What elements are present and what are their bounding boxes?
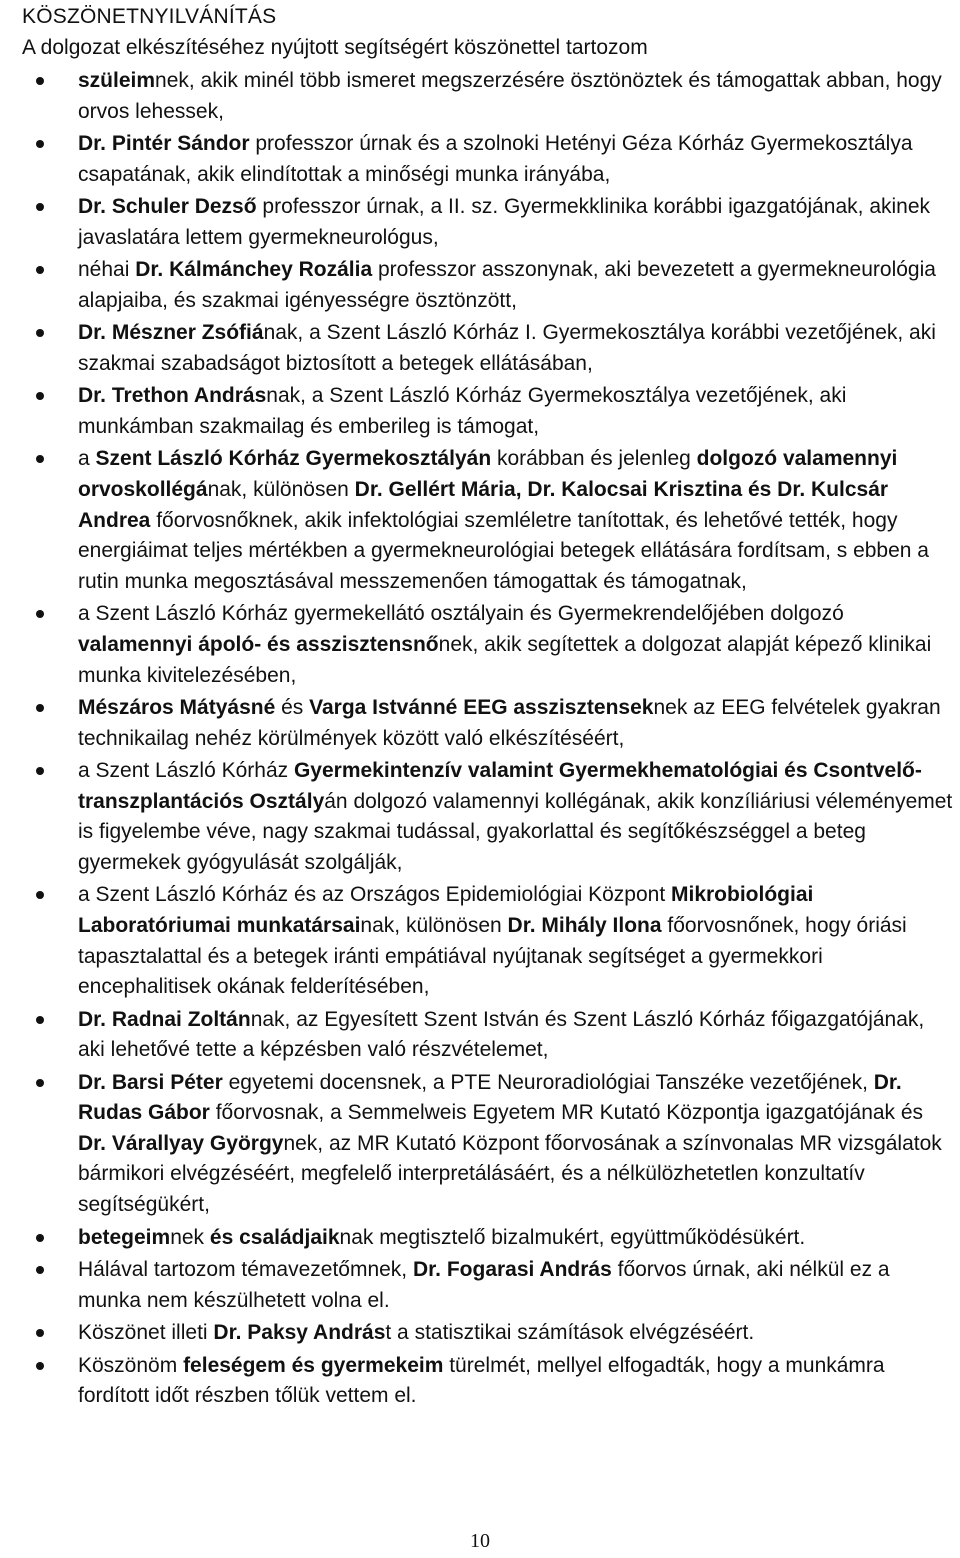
bold-text: Varga Istvánné EEG asszisztensek	[309, 696, 654, 719]
bullet-icon	[36, 1362, 44, 1370]
bold-text: betegeim	[78, 1225, 171, 1249]
item-text: a	[78, 447, 96, 471]
bold-text: és családjaik	[209, 1225, 340, 1249]
item-text: professzor úrnak és a szolnoki Hetényi Géza Kórház Gyermekosztálya csapatának, akik elindítottak a minőségi munka irányába,	[78, 132, 913, 186]
list-item	[22, 1005, 954, 1066]
item-text: Köszönöm	[78, 1353, 184, 1377]
item-text: és	[275, 696, 310, 719]
item-text: Hálával tartozom témavezetőmnek,	[78, 1258, 413, 1282]
list-item	[22, 1068, 954, 1221]
item-text: főorvosnak, a Semmelweis Egyetem MR Kutató Központja igazgatójának és	[209, 1101, 924, 1125]
bold-text: Dr. Rudas Gábor	[78, 1070, 902, 1125]
item-text: nek	[170, 1225, 210, 1249]
page-number: 10	[470, 1530, 490, 1552]
bullet-icon	[36, 329, 44, 337]
bold-text: Szent László Kórház Gyermekosztályán	[95, 447, 492, 471]
bullet-icon	[36, 1329, 44, 1337]
bold-text: Dr. Mihály Ilona	[507, 913, 662, 937]
bold-text: Gyermekintenzív valamint Gyermekhematológiai és Csontvelő-transzplantációs Osztály	[78, 759, 922, 813]
bullet-icon	[36, 266, 44, 274]
bold-text: Dr. Mészner Zsófiá	[78, 321, 264, 345]
item-text: Köszönet illeti	[78, 1321, 214, 1345]
bold-text: Dr. Radnai Zoltán	[78, 1007, 251, 1031]
bold-text: valamennyi ápoló- és asszisztensnő	[78, 632, 439, 656]
bullet-icon	[36, 1234, 44, 1242]
item-text: professzor úrnak, a II. sz. Gyermekklinika korábbi igazgatójának, akinek javaslatára lettem gyermekneurológus,	[78, 195, 931, 249]
bullet-icon	[36, 140, 44, 148]
item-text: án dolgozó valamennyi kollégának, akik konzíliáriusi véleményemet is figyelembe véve, nagy szakmai tudással, gyakorlattal és segítőkészséggel a beteg gyermekek gyógyulását szolgálják,	[78, 789, 953, 874]
bold-text: dolgozó valamennyi orvoskollégá	[78, 447, 898, 502]
bold-text: Dr. Paksy András	[213, 1321, 386, 1345]
item-text: korábban és jelenleg	[491, 447, 697, 471]
list-item	[22, 381, 954, 442]
bullet-icon	[36, 610, 44, 618]
item-text: nak, a Szent László Kórház I. Gyermekosztálya korábbi vezetőjének, aki szakmai szabadságot biztosított a betegek ellátásában,	[78, 321, 936, 375]
bullet-icon	[36, 203, 44, 211]
item-text: egyetemi docensnek, a PTE Neuroradiológiai Tanszéke vezetőjének,	[222, 1070, 874, 1094]
bullet-icon	[36, 891, 44, 899]
item-text: nek az EEG felvételek gyakran technikailag nehéz körülmények között való elkészítéséért,	[78, 696, 941, 750]
list-item	[22, 192, 954, 253]
item-text: főorvosnőnek, hogy óriási tapasztalattal és a betegek iránti empátiával nyújtanak segítséget a gyermekkori encephalitisek okának felderítésében,	[78, 913, 907, 999]
item-text: a Szent László Kórház gyermekellátó osztályain és Gyermekrendelőjében dolgozó	[78, 602, 844, 626]
list-item	[22, 1255, 954, 1316]
bold-text: Dr. Barsi Péter	[78, 1070, 223, 1094]
bullet-icon	[36, 1016, 44, 1024]
item-text: a Szent László Kórház	[78, 759, 294, 783]
item-text: nak, a Szent László Kórház Gyermekosztálya vezetőjének, aki munkámban szakmailag és emberileg is támogat,	[78, 384, 847, 438]
item-text: nek, az MR Kutató Központ főorvosának a színvonalas MR vizsgálatok bármikori elvégzéséért, megfelelő interpretálásáért, és a nélkülözhetetlen konzultatív segítségükért,	[78, 1131, 942, 1217]
list-item	[22, 756, 954, 878]
page-title: KÖSZÖNETNYILVÁNÍTÁS	[22, 5, 277, 28]
bullet-icon	[36, 1266, 44, 1274]
list-item	[22, 129, 954, 190]
list-item	[22, 444, 954, 597]
acknowledgement-list	[22, 66, 954, 1412]
item-text: nek, akik minél több ismeret megszerzésére ösztönöztek és támogattak abban, hogy orvos lehessek,	[78, 69, 942, 123]
item-text: nek, akik segítettek a dolgozat alapját képező klinikai munka kivitelezésében,	[78, 632, 932, 687]
bullet-icon	[36, 704, 44, 712]
list-item	[22, 1351, 954, 1412]
item-text: nak, különösen	[360, 913, 508, 937]
bold-text: Dr. Kálmánchey Rozália	[135, 258, 373, 282]
item-text: t a statisztikai számítások elvégzéséért.	[385, 1321, 755, 1345]
item-text: néhai	[78, 258, 136, 282]
list-item	[22, 1318, 954, 1349]
bold-text: Dr. Várallyay György	[78, 1131, 284, 1155]
list-item	[22, 599, 954, 691]
bullet-icon	[36, 77, 44, 85]
list-item	[22, 880, 954, 1002]
bold-text: Dr. Pintér Sándor	[78, 132, 250, 156]
list-item	[22, 66, 954, 127]
bold-text: szüleim	[78, 69, 156, 92]
list-item	[22, 318, 954, 379]
list-item	[22, 693, 954, 754]
bold-text: Mikrobiológiai Laboratóriumai munkatársai	[78, 883, 814, 937]
item-text: türelmét, mellyel elfogadták, hogy a munkámra fordított időt részben tőlük vettem el.	[78, 1353, 885, 1408]
item-text: főorvos úrnak, aki nélkül ez a munka nem készülhetett volna el.	[78, 1258, 890, 1312]
bold-text: feleségem és gyermekeim	[183, 1353, 444, 1377]
bold-text: Mészáros Mátyásné	[78, 696, 276, 719]
item-text: főorvosnőknek, akik infektológiai szemléletre tanítottak, és lehetővé tették, hogy energiáimat teljes mértékben a gyermekneurológiai betegek ellátására fordítsam, s ebben a rutin munka megosztásával messzemenően támogattak és támogatnak,	[78, 508, 929, 593]
list-item	[22, 1223, 954, 1254]
intro-paragraph: A dolgozat elkészítéséhez nyújtott segítségért köszönettel tartozom	[22, 36, 648, 59]
bold-text: Dr. Trethon András	[78, 384, 267, 408]
item-text: nak, különösen	[207, 478, 355, 502]
bold-text: Dr. Fogarasi András	[412, 1258, 612, 1282]
item-text: nak megtisztelő bizalmukért, együttműködésükért.	[339, 1225, 806, 1249]
bold-text: Dr. Schuler Dezső	[78, 195, 257, 219]
bullet-icon	[36, 1079, 44, 1087]
item-text: nak, az Egyesített Szent István és Szent László Kórház főigazgatójának, aki lehetővé tette a képzésben való részvételemet,	[78, 1007, 925, 1062]
bullet-icon	[36, 455, 44, 463]
item-text: a Szent László Kórház és az Országos Epidemiológiai Központ	[78, 883, 671, 907]
bullet-icon	[36, 767, 44, 775]
list-item	[22, 255, 954, 316]
item-text: professzor asszonynak, aki bevezetett a gyermekneurológia alapjaiba, és szakmai igényességre ösztönzött,	[78, 258, 936, 312]
bold-text: Dr. Gellért Mária, Dr. Kalocsai Krisztina és Dr. Kulcsár Andrea	[78, 478, 889, 532]
bullet-icon	[36, 392, 44, 400]
